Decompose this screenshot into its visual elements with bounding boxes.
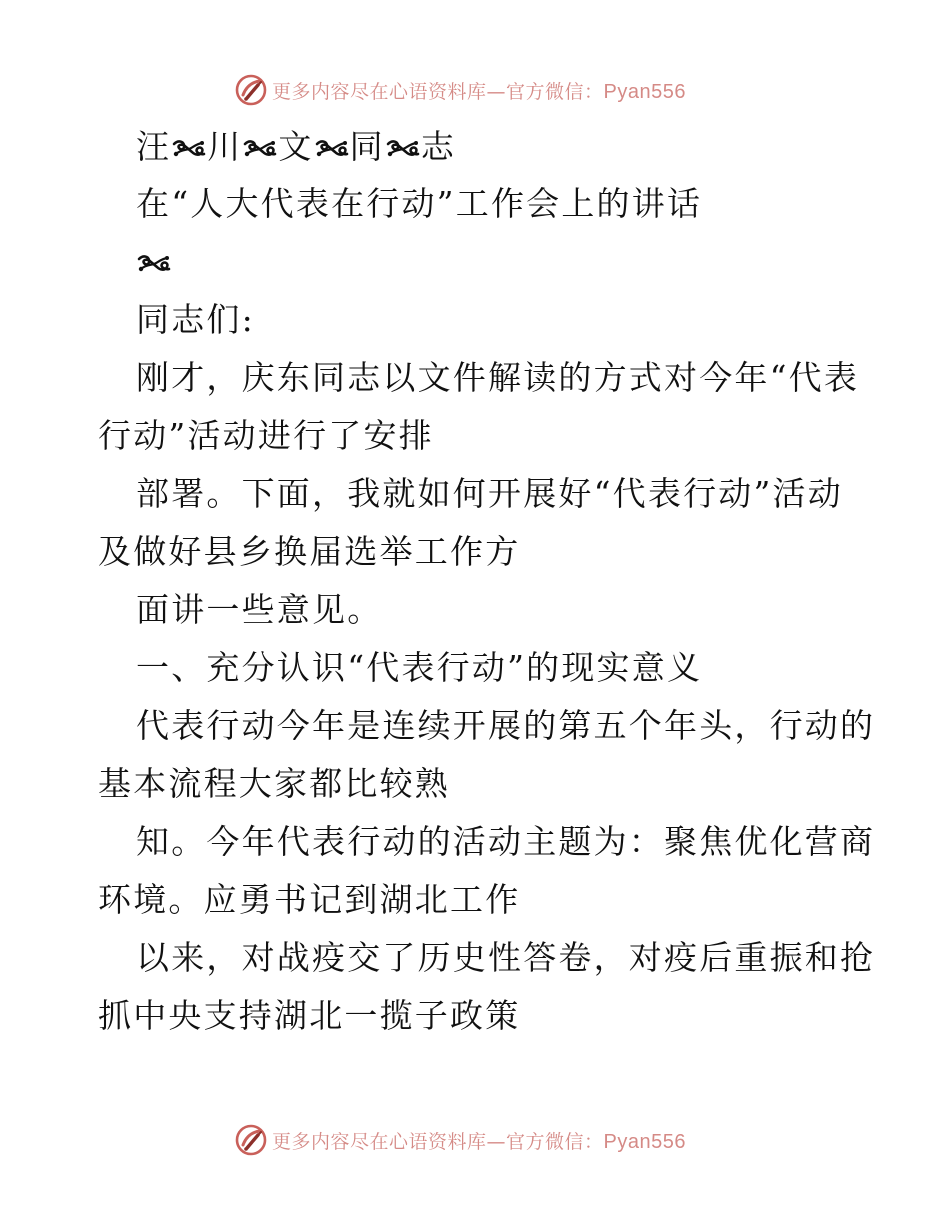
- paragraph-line: 部署。下面，我就如何开展好“代表行动”活动: [136, 474, 843, 513]
- paragraph-line: 以来，对战疫交了历史性答卷，对疫后重振和抢: [136, 938, 876, 977]
- watermark-text: 更多内容尽在心语资料库—官方微信：: [272, 80, 604, 103]
- paragraph-line: 面讲一些意见。: [136, 590, 383, 629]
- name-char: 志: [420, 127, 457, 166]
- ornament-icon: [243, 138, 277, 160]
- pen-logo-icon: [234, 1123, 268, 1157]
- name-char: 同: [349, 127, 385, 166]
- footer-watermark: [234, 1122, 686, 1158]
- section-heading: 一、充分认识“代表行动”的现实意义: [136, 648, 703, 687]
- ornament-icon: [315, 138, 349, 160]
- paragraph-line: 环境。应勇书记到湖北工作: [98, 880, 521, 919]
- paragraph-line: 抓中央支持湖北一揽子政策: [98, 996, 521, 1035]
- greeting: 同志们:: [136, 300, 255, 339]
- speaker-name: [136, 125, 456, 169]
- ornament-icon: [386, 138, 420, 160]
- ornament-line: [136, 240, 172, 284]
- name-char: 川: [207, 127, 243, 166]
- ornament-icon: [137, 253, 171, 275]
- ornament-icon: [172, 138, 206, 160]
- watermark-text: 更多内容尽在心语资料库—官方微信：: [272, 1130, 604, 1153]
- paragraph-line: 代表行动今年是连续开展的第五个年头，行动的: [136, 706, 876, 745]
- speech-title: 在“人大代表在行动”工作会上的讲话: [136, 184, 703, 223]
- paragraph-line: 行动”活动进行了安排: [98, 416, 434, 455]
- paragraph-line: 基本流程大家都比较熟: [98, 764, 450, 803]
- paragraph-line: 刚才，庆东同志以文件解读的方式对今年“代表: [136, 358, 860, 397]
- paragraph-line: 及做好县乡换届选举工作方: [98, 532, 521, 571]
- paragraph-line: 知。今年代表行动的活动主题为：聚焦优化营商: [136, 822, 876, 861]
- name-char: 文: [278, 127, 314, 166]
- watermark-wechat-id: Pyan556: [603, 80, 686, 103]
- name-char: 汪: [136, 127, 172, 166]
- watermark-wechat-id: Pyan556: [603, 1130, 686, 1153]
